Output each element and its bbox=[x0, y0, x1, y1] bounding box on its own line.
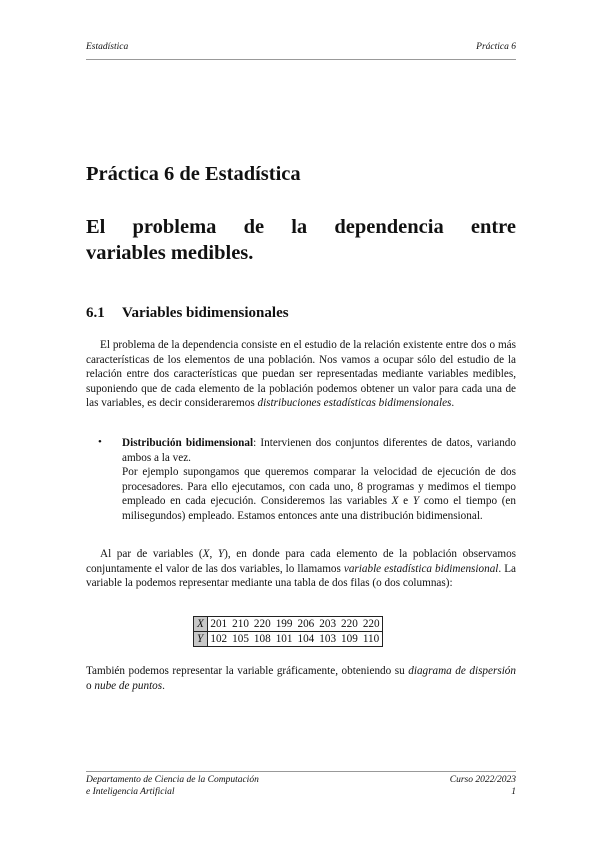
table-cell: 220 bbox=[360, 617, 382, 632]
paragraph-pair-x: X bbox=[202, 548, 210, 560]
paragraph-pair-text1: Al par de variables ( bbox=[100, 548, 203, 560]
paragraph-pair-emph: variable estadística bidimensional bbox=[343, 562, 499, 575]
footer-course: Curso 2022/2023 bbox=[449, 775, 516, 785]
header-rule bbox=[86, 59, 516, 60]
paragraph-graph-text3: . bbox=[162, 679, 165, 692]
paragraph-pair-text2: ), en donde para cada elemento de la población observamos conjuntamente el valor de las dos variables, lo llamamos bbox=[86, 548, 517, 575]
table-cell: 110 bbox=[362, 633, 380, 645]
table-cell: 210 bbox=[230, 617, 252, 632]
table-cell: 101 bbox=[275, 633, 293, 645]
table-cell: 220 bbox=[251, 617, 273, 632]
paragraph-pair bbox=[86, 547, 516, 591]
page-title: Práctica 6 de Estadística bbox=[86, 163, 301, 185]
paragraph-pair-comma: , bbox=[209, 548, 218, 560]
page-subtitle-line1: El problema de la dependencia entre bbox=[86, 216, 516, 238]
table-row bbox=[194, 632, 382, 647]
table-cell: 201 bbox=[207, 617, 229, 632]
table-cell: 220 bbox=[339, 617, 361, 632]
section-heading bbox=[86, 305, 289, 322]
paragraph-intro-end: . bbox=[451, 397, 455, 410]
table-cell: 199 bbox=[273, 617, 295, 632]
section-number: 6.1 bbox=[86, 305, 105, 321]
bullet-and: e bbox=[398, 495, 413, 508]
data-table bbox=[193, 616, 383, 647]
table-cell: 109 bbox=[341, 633, 358, 645]
row-label: Y bbox=[194, 632, 207, 647]
footer-left bbox=[86, 774, 259, 798]
table-cell: 104 bbox=[297, 633, 315, 645]
bullet-term: Distribución bidimensional bbox=[122, 437, 254, 449]
paragraph-graph bbox=[86, 664, 516, 693]
header-left: Estadística bbox=[86, 42, 129, 52]
paragraph-pair-y: Y bbox=[217, 548, 225, 560]
table-cell: 102 bbox=[210, 633, 228, 645]
bullet-var-y: Y bbox=[412, 495, 420, 508]
row-label: X bbox=[194, 617, 207, 632]
paragraph-graph-text1: También podemos representar la variable gráficamente, obteniendo su bbox=[86, 665, 409, 677]
page-subtitle-line2: variables medibles. bbox=[86, 242, 254, 264]
paragraph-graph-emph1: diagrama de dispersión bbox=[408, 665, 516, 677]
page-number: 1 bbox=[511, 787, 516, 797]
bullet-text2b: como el tiempo (en milisegundos) empleado. Estamos entonces ante una distribución bidimensional. bbox=[122, 495, 516, 522]
paragraph-pair-text3: . La variable la podemos representar mediante una tabla de dos filas (o dos columnas): bbox=[86, 562, 517, 590]
bullet-dot-icon: • bbox=[98, 436, 102, 448]
table-cell: 203 bbox=[317, 617, 339, 632]
paragraph-graph-emph2: nube de puntos bbox=[94, 679, 163, 692]
header-right: Práctica 6 bbox=[476, 42, 516, 52]
paragraph-intro bbox=[86, 338, 516, 411]
footer-rule bbox=[86, 771, 516, 772]
bullet-item bbox=[122, 436, 516, 524]
paragraph-intro-emph: distribuciones estadísticas bidimensionales bbox=[257, 397, 452, 410]
paragraph-intro-text: El problema de la dependencia consiste en el estudio de la relación existente entre dos o más características de los elementos de una población. Nos vamos a ocupar sólo del estudio de la relación entre dos características que puedan ser representadas mediante variables medibles, suponiendo que de cada elemento de la población podemos obtener un valor para cada una de las variables, es decir consideraremos bbox=[86, 339, 516, 410]
table-row bbox=[194, 617, 382, 632]
paragraph-graph-text2: o bbox=[86, 679, 95, 692]
footer-right bbox=[450, 774, 516, 798]
bullet-text2a: Por ejemplo supongamos que queremos comparar la velocidad de ejecución de dos procesadores. Para ello ejecutamos, con cada uno, 8 programas y medimos el tiempo empleado en cada ejecución. Consideremos las variables bbox=[122, 466, 516, 508]
table-cell: 206 bbox=[295, 617, 317, 632]
table-cell: 108 bbox=[253, 633, 271, 645]
footer-department: Departamento de Ciencia de la Computación bbox=[86, 775, 259, 785]
table-cell: 103 bbox=[319, 633, 337, 645]
section-title: Variables bidimensionales bbox=[122, 305, 289, 321]
footer-department-2: e Inteligencia Artificial bbox=[86, 787, 175, 797]
bullet-text1: : Intervienen dos conjuntos diferentes de datos, variando ambos a la vez. bbox=[122, 437, 516, 464]
table-cell: 105 bbox=[232, 633, 249, 645]
bullet-var-x: X bbox=[391, 495, 399, 508]
